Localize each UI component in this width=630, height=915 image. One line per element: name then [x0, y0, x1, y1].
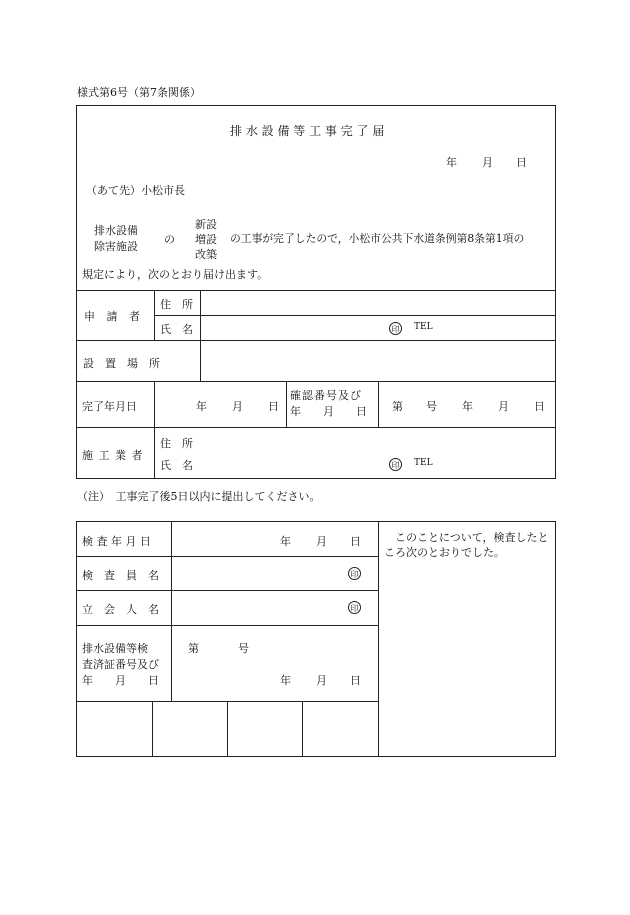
cert-year: 年 [280, 674, 291, 687]
date-day: 日 [516, 156, 527, 169]
confirm-year: 年 [462, 400, 473, 413]
inspection-day: 日 [350, 535, 361, 548]
completion-label: 完了年月日 [82, 400, 137, 413]
form-title: 排 水 設 備 等 工 事 完 了 届 [230, 124, 385, 138]
applicant-address-label: 住 所 [160, 298, 193, 311]
completion-year: 年 [196, 400, 207, 413]
witness-seal-icon: 印 [348, 601, 361, 614]
confirm-label-2: 年 月 日 [290, 405, 367, 418]
confirm-number-suffix: 号 [426, 400, 437, 413]
applicant-seal-icon: 印 [389, 322, 402, 335]
cert-label-2: 査済証番号及び [82, 658, 159, 671]
cert-label-1: 排水設備等検 [82, 642, 148, 655]
date-month: 月 [482, 156, 493, 169]
inspector-label: 検 査 員 名 [82, 569, 159, 582]
date-year: 年 [446, 156, 457, 169]
form-number: 様式第6号（第7条関係） [77, 86, 201, 99]
confirm-day: 日 [534, 400, 545, 413]
inspection-year: 年 [280, 535, 291, 548]
cert-number-prefix: 第 [188, 642, 199, 655]
applicant-tel: TEL [414, 322, 433, 332]
applicant-name-label: 氏 名 [160, 323, 193, 336]
inspector-seal-icon: 印 [348, 567, 361, 580]
work-rebuild: 改築 [195, 248, 217, 261]
contractor-tel: TEL [414, 458, 433, 468]
cert-label-3: 年 月 日 [82, 674, 159, 687]
addressee: （あて先）小松市長 [86, 184, 185, 197]
location-label: 設 置 場 所 [83, 357, 160, 370]
contractor-name-label: 氏 名 [160, 459, 193, 472]
contractor-seal-icon: 印 [389, 458, 402, 471]
cert-number-suffix: 号 [238, 642, 249, 655]
facility-abatement: 除害施設 [94, 240, 138, 253]
cert-month: 月 [316, 674, 327, 687]
completion-month: 月 [232, 400, 243, 413]
work-extension: 増設 [195, 233, 217, 246]
contractor-label: 施 工 業 者 [82, 449, 144, 462]
body-tail: の工事が完了したので，小松市公共下水道条例第8条第1項の [230, 232, 525, 245]
confirm-month: 月 [498, 400, 509, 413]
facility-drainage: 排水設備 [94, 224, 138, 237]
cert-day: 日 [350, 674, 361, 687]
body-line-2: 規定により，次のとおり届け出ます。 [82, 268, 269, 281]
inspection-remark: このことについて，検査したところ次のとおりでした。 [384, 531, 549, 559]
witness-label: 立 会 人 名 [82, 603, 159, 616]
applicant-label: 申 請 者 [84, 310, 144, 323]
contractor-address-label: 住 所 [160, 437, 193, 450]
confirm-label-1: 確認番号及び [290, 389, 362, 402]
inspection-date-label: 検 査 年 月 日 [82, 535, 151, 548]
confirm-number-prefix: 第 [392, 400, 403, 413]
note: （注） 工事完了後5日以内に提出してください。 [77, 490, 321, 503]
completion-day: 日 [268, 400, 279, 413]
inspection-month: 月 [316, 535, 327, 548]
particle-no: の [164, 233, 175, 246]
work-new: 新設 [195, 218, 217, 231]
